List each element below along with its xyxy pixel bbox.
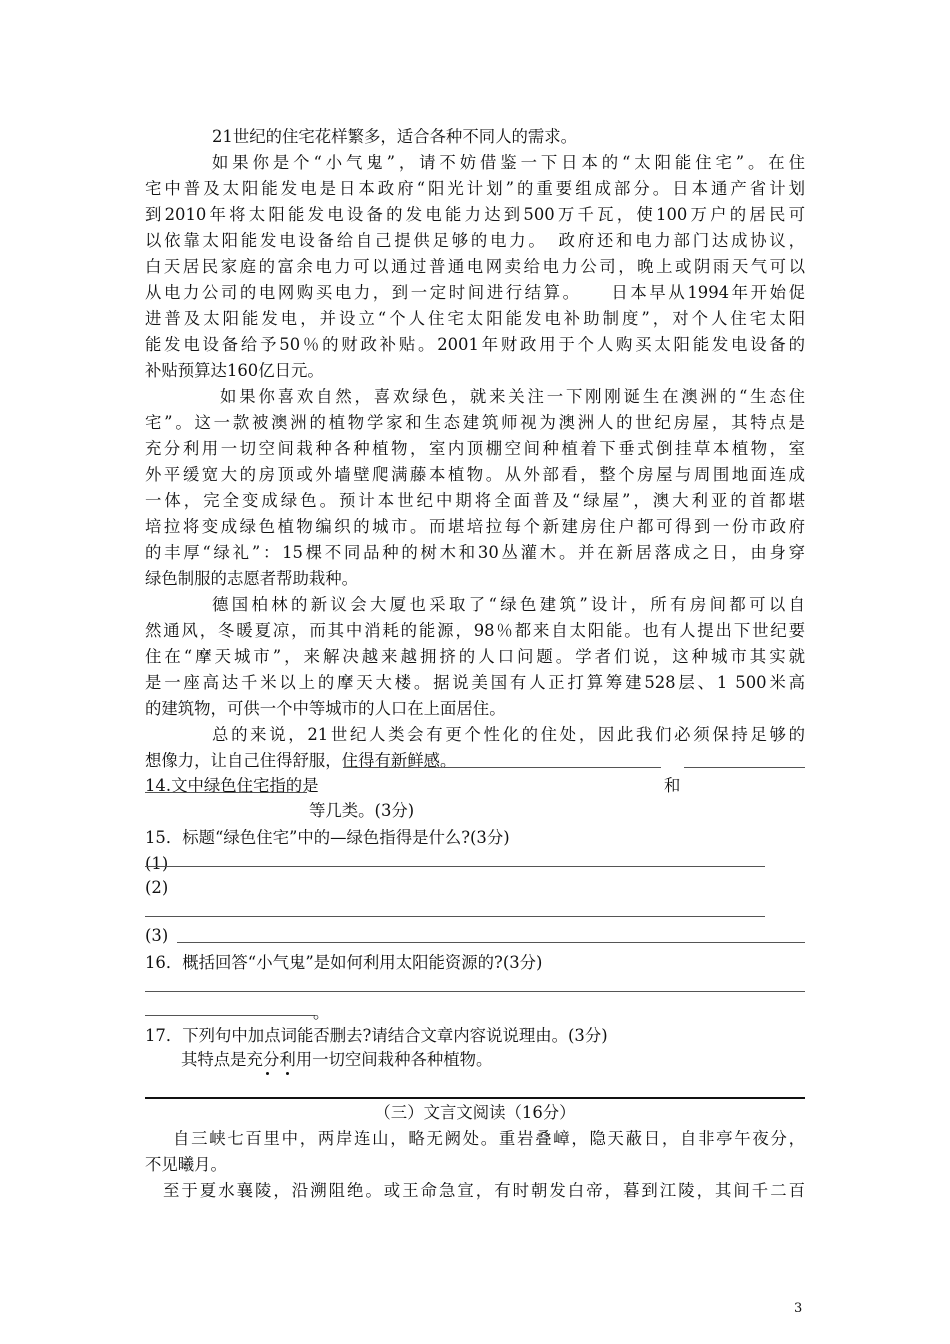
- paragraph-eco-line: 外平缓宽大的房顶或外墙壁爬满藤本植物。从外部看，整个房屋与周围地面连成: [145, 465, 805, 484]
- paragraph-solar-line: 宅中普及太阳能发电是日本政府“阳光计划”的重要组成部分。日本通产省计划: [145, 179, 805, 198]
- question-15-text: 15．标题“绿色住宅”中的—绿色指得是什么?(3分): [145, 828, 510, 847]
- question-15-item-2: (2): [145, 878, 169, 897]
- question-17-sentence: 其特点是充分利用一切空间栽种各种植物。: [181, 1050, 493, 1069]
- question-16-text: 16．概括回答“小气鬼”是如何利用太阳能资源的?(3分): [145, 953, 543, 972]
- question-16-end: 。: [313, 1003, 330, 1022]
- emphasis-dot: [286, 1072, 289, 1075]
- classical-text-line: 不见曦月。: [145, 1155, 227, 1174]
- paragraph-berlin-line: 德国柏林的新议会大厦也采取了“绿色建筑”设计，所有房间都可以自: [212, 595, 805, 614]
- question-17-text: 17．下列句中加点词能否删去?请结合文章内容说说理由。(3分): [145, 1026, 608, 1045]
- paragraph-conclusion-line: 想像力，让自己住得舒服，住得有新鲜感。: [145, 751, 457, 770]
- paragraph-eco-line: 培拉将变成绿色植物编织的城市。而堪培拉每个新建房住户都可得到一份市政府: [145, 517, 805, 536]
- answer-blank-14a[interactable]: [343, 767, 661, 768]
- question-14-suffix-wrap: [309, 773, 489, 820]
- question-14-suffix: 等几类。(3分): [309, 801, 415, 820]
- paragraph-berlin-line: 的建筑物，可供一个中等城市的人口在上面居住。: [145, 699, 506, 718]
- paragraph-berlin-line: 是一座高达千米以上的摩天大楼。据说美国有人正打算筹建528层、1 500米高: [145, 673, 805, 692]
- paragraph-solar-line: 从电力公司的电网购买电力，到一定时间进行结算。 日本早从1994年开始促: [145, 283, 805, 302]
- paragraph-solar-line: 到2010年将太阳能发电设备的发电能力达到500万千瓦，使100万户的居民可: [145, 205, 805, 224]
- question-15-item-1: (1): [145, 854, 169, 873]
- paragraph-eco-line: 绿色制服的志愿者帮助栽种。: [145, 569, 359, 588]
- answer-line-16-1[interactable]: [145, 991, 805, 992]
- paragraph-berlin-line: 然通风，冬暖夏凉，而其中消耗的能源，98％都来自太阳能。也有人提出下世纪要: [145, 621, 805, 640]
- section-divider: [145, 1097, 805, 1099]
- paragraph-eco-line: 如果你喜欢自然，喜欢绿色，就来关注一下刚刚诞生在澳洲的“生态住: [220, 387, 805, 406]
- paragraph-solar-line: 进普及太阳能发电，并设立“个人住宅太阳能发电补助制度”，对个人住宅太阳: [145, 309, 805, 328]
- paragraph-solar-line: 能发电设备给予50％的财政补贴。2001年财政用于个人购买太阳能发电设备的: [145, 335, 805, 354]
- paragraph-intro: 21世纪的住宅花样繁多，适合各种不同人的需求。: [212, 127, 578, 146]
- answer-line-15-3[interactable]: [177, 942, 805, 943]
- classical-text-line: 至于夏水襄陵，沿溯阻绝。或王命急宣，有时朝发白帝，暮到江陵，其间千二百: [163, 1181, 805, 1200]
- paragraph-solar-line: 补贴预算达160亿日元。: [145, 361, 324, 380]
- section-3-title: （三）文言文阅读（16分）: [374, 1103, 576, 1122]
- emphasis-dot: [266, 1072, 269, 1075]
- paragraph-solar-line: 以依靠太阳能发电设备给自己提供足够的电力。 政府还和电力部门达成协议，: [145, 231, 805, 250]
- paragraph-eco-line: 宅”。这一款被澳洲的植物学家和生态建筑师视为澳洲人的世纪房屋，其特点是: [145, 413, 805, 432]
- paragraph-eco-line: 充分利用一切空间栽种各种植物，室内顶棚空间种植着下垂式倒挂草本植物，室: [145, 439, 805, 458]
- answer-line-15-1[interactable]: [145, 866, 765, 867]
- paragraph-eco-line: 一体，完全变成绿色。预计本世纪中期将全面普及“绿屋”，澳大利亚的首都堪: [145, 491, 805, 510]
- answer-blank-14b[interactable]: [684, 767, 805, 768]
- paragraph-eco-line: 的丰厚“绿礼”：15棵不同品种的树木和30丛灌木。并在新居落成之日，由身穿: [145, 543, 805, 562]
- answer-line-16-2[interactable]: [145, 1015, 315, 1016]
- paragraph-conclusion-line: 总的来说，21世纪人类会有更个性化的住处，因此我们必须保持足够的: [212, 725, 805, 744]
- classical-text-line: 自三峡七百里中，两岸连山，略无阙处。重岩叠嶂，隐天蔽日，自非亭午夜分，: [173, 1129, 805, 1148]
- paragraph-berlin-line: 住在“摩天城市”，来解决越来越拥挤的人口问题。学者们说，这种城市其实就: [145, 647, 805, 666]
- question-14-and: 和: [664, 776, 681, 795]
- answer-blank-14c[interactable]: [145, 792, 307, 793]
- question-14-text: 14.文中绿色住宅指的是: [145, 776, 319, 795]
- paragraph-solar-line: 白天居民家庭的富余电力可以通过普通电网卖给电力公司，晚上或阴雨天气可以: [145, 257, 805, 276]
- paragraph-solar-line: 如果你是个“小气鬼”，请不妨借鉴一下日本的“太阳能住宅”。在住: [212, 153, 805, 172]
- question-15-item-3: (3): [145, 926, 169, 945]
- answer-line-15-2[interactable]: [145, 916, 765, 917]
- page-number: 3: [794, 1301, 803, 1316]
